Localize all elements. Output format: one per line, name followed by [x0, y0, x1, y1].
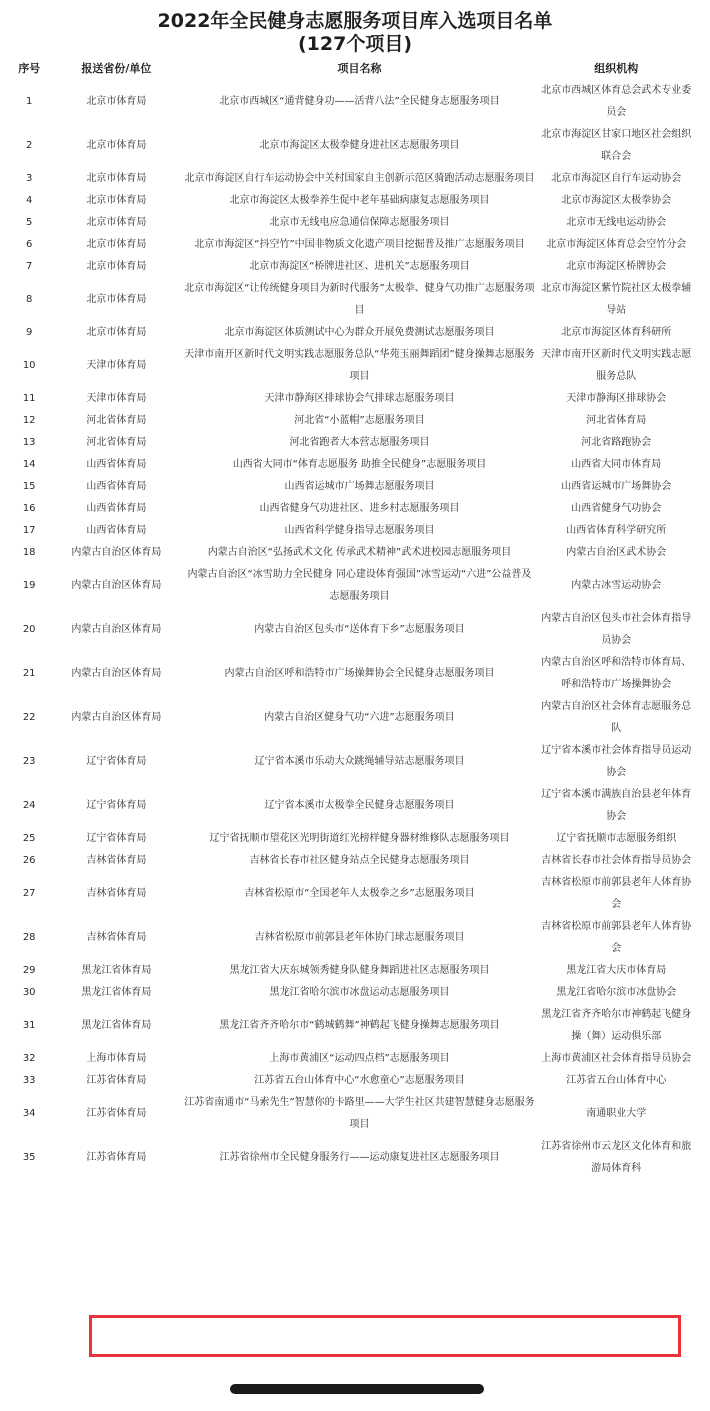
header-number: 序号	[18, 62, 41, 75]
row-number: 16	[22, 503, 36, 514]
row-number: 32	[22, 1053, 36, 1064]
row-org: 内蒙古自治区呼和浩特市体育局、呼和浩特市广场操舞协会	[541, 657, 692, 690]
row-project: 北京市无线电应急通信保障志愿服务项目	[269, 217, 450, 228]
row-project: 江苏省南通市“马索先生”智慧你的卡路里——大学生社区共建智慧健身志愿服务项目	[184, 1097, 535, 1130]
row-project: 北京市西城区“通背健身功——活背八法”全民健身志愿服务项目	[219, 96, 500, 107]
row-org: 山西省运城市广场舞协会	[561, 481, 672, 492]
row-project: 江苏省徐州市全民健身服务行——运动康复进社区志愿服务项目	[219, 1152, 500, 1163]
row-unit: 吉林省体育局	[86, 932, 147, 943]
home-indicator	[230, 1384, 484, 1394]
row-number: 10	[22, 360, 36, 371]
row-org: 北京市海淀区体育科研所	[561, 327, 672, 338]
row-org: 黑龙江省哈尔滨市冰盘协会	[556, 987, 677, 998]
row-org: 山西省大同市体育局	[571, 459, 662, 470]
row-org: 江苏省五台山体育中心	[566, 1075, 667, 1086]
row-number: 29	[22, 965, 36, 976]
row-number: 17	[22, 525, 36, 536]
table-row	[8, 432, 696, 454]
table-row	[8, 322, 696, 344]
table-row	[8, 1070, 696, 1092]
row-org: 北京市海淀区桥牌协会	[566, 261, 667, 272]
row-number: 15	[22, 481, 36, 492]
row-project: 北京市海淀区太极拳养生促中老年基础病康复志愿服务项目	[229, 195, 490, 206]
row-org: 上海市黄浦区社会体育指导员协会	[541, 1053, 692, 1064]
row-project: 上海市黄浦区“运动四点档”志愿服务项目	[269, 1053, 450, 1064]
row-number: 24	[22, 800, 36, 811]
row-number: 8	[26, 294, 33, 305]
row-org: 辽宁省本溪市满族自治县老年体育协会	[541, 789, 692, 822]
row-project: 黑龙江省齐齐哈尔市“鹤城鹤舞”神鹤起飞健身操舞志愿服务项目	[219, 1020, 500, 1031]
row-unit: 山西省体育局	[86, 459, 147, 470]
row-project: 山西省健身气功进社区、进乡村志愿服务项目	[259, 503, 460, 514]
table-row	[8, 608, 696, 652]
row-unit: 黑龙江省体育局	[81, 1020, 152, 1031]
row-org: 山西省体育科学研究所	[566, 525, 667, 536]
table-row	[8, 696, 696, 740]
row-unit: 北京市体育局	[86, 173, 147, 184]
row-org: 北京市海淀区甘家口地区社会组织联合会	[541, 129, 692, 162]
row-org: 吉林省松原市前郭县老年人体育协会	[541, 921, 692, 954]
row-project: 北京市海淀区太极拳健身进社区志愿服务项目	[259, 140, 460, 151]
row-unit: 北京市体育局	[86, 239, 147, 250]
row-org: 北京市无线电运动协会	[566, 217, 667, 228]
row-org: 内蒙古自治区社会体育志愿服务总队	[541, 701, 692, 734]
row-project: 内蒙古自治区“冰雪助力全民健身 同心建设体育强国”冰雪运动“六进”公益普及志愿服务项目	[187, 569, 532, 602]
row-org: 河北省体育局	[586, 415, 647, 426]
row-number: 19	[22, 580, 36, 591]
table-row	[8, 1092, 696, 1136]
row-org: 内蒙古自治区武术协会	[566, 547, 667, 558]
row-number: 11	[22, 393, 36, 404]
row-number: 22	[22, 712, 36, 723]
row-number: 26	[22, 855, 36, 866]
row-number: 9	[26, 327, 33, 338]
row-unit: 北京市体育局	[86, 294, 147, 305]
row-number: 20	[22, 624, 36, 635]
table-row	[8, 564, 696, 608]
row-unit: 山西省体育局	[86, 503, 147, 514]
row-unit: 内蒙古自治区体育局	[71, 712, 162, 723]
table-row	[8, 916, 696, 960]
row-project: 辽宁省抚顺市望花区光明街道红光榜样健身器材维修队志愿服务项目	[209, 833, 510, 844]
row-project: 吉林省长春市社区健身站点全民健身志愿服务项目	[249, 855, 470, 866]
row-unit: 江苏省体育局	[86, 1152, 147, 1163]
table-row	[8, 476, 696, 498]
row-org: 吉林省长春市社会体育指导员协会	[541, 855, 692, 866]
row-project: 河北省跑者大本营志愿服务项目	[289, 437, 430, 448]
table-row	[8, 520, 696, 542]
row-unit: 河北省体育局	[86, 415, 147, 426]
row-org: 内蒙古冰雪运动协会	[571, 580, 662, 591]
table-row	[8, 1048, 696, 1070]
row-unit: 天津市体育局	[86, 393, 147, 404]
row-number: 13	[22, 437, 36, 448]
table-row	[8, 850, 696, 872]
table-row	[8, 256, 696, 278]
row-unit: 河北省体育局	[86, 437, 147, 448]
header-org: 组织机构	[594, 62, 639, 75]
table-header-row	[8, 56, 696, 80]
row-org: 内蒙古自治区包头市社会体育指导员协会	[541, 613, 692, 646]
row-unit: 北京市体育局	[86, 195, 147, 206]
row-unit: 上海市体育局	[86, 1053, 147, 1064]
row-project: 内蒙古自治区呼和浩特市广场操舞协会全民健身志愿服务项目	[224, 668, 495, 679]
row-project: 江苏省五台山体育中心“水愈童心”志愿服务项目	[254, 1075, 465, 1086]
row-number: 6	[26, 239, 33, 250]
row-org: 北京市西城区体育总会武术专业委员会	[541, 85, 692, 118]
row-project: 黑龙江省哈尔滨市冰盘运动志愿服务项目	[269, 987, 450, 998]
row-project: 辽宁省本溪市乐动大众跳绳辅导站志愿服务项目	[254, 756, 465, 767]
row-unit: 山西省体育局	[86, 525, 147, 536]
table-row	[8, 234, 696, 256]
row-unit: 辽宁省体育局	[86, 833, 147, 844]
table-row	[8, 410, 696, 432]
row-unit: 北京市体育局	[86, 140, 147, 151]
table-row	[8, 212, 696, 234]
row-number: 35	[22, 1152, 36, 1163]
row-unit: 内蒙古自治区体育局	[71, 580, 162, 591]
table-row	[8, 1136, 696, 1180]
row-project: 河北省“小蓝帽”志愿服务项目	[294, 415, 425, 426]
row-project: 天津市静海区排球协会气排球志愿服务项目	[264, 393, 455, 404]
table-row	[8, 278, 696, 322]
row-project: 山西省运城市广场舞志愿服务项目	[284, 481, 435, 492]
table-row	[8, 960, 696, 982]
table-row	[8, 784, 696, 828]
row-unit: 北京市体育局	[86, 217, 147, 228]
row-project: 北京市海淀区“让传统健身项目为新时代服务”太极拳、健身气功推广志愿服务项目	[184, 283, 535, 316]
row-unit: 吉林省体育局	[86, 888, 147, 899]
row-unit: 江苏省体育局	[86, 1108, 147, 1119]
row-number: 31	[22, 1020, 36, 1031]
row-unit: 北京市体育局	[86, 261, 147, 272]
table-row	[8, 454, 696, 476]
row-unit: 内蒙古自治区体育局	[71, 547, 162, 558]
row-org: 黑龙江省大庆市体育局	[566, 965, 667, 976]
row-project: 内蒙古自治区“弘扬武术文化 传承武术精神”武术进校园志愿服务项目	[207, 547, 512, 558]
row-number: 33	[22, 1075, 36, 1086]
table-row	[8, 168, 696, 190]
document-title: 2022年全民健身志愿服务项目库入选项目名单	[157, 10, 553, 32]
row-number: 23	[22, 756, 36, 767]
row-number: 18	[22, 547, 36, 558]
row-number: 25	[22, 833, 36, 844]
row-project: 北京市海淀区体质测试中心为群众开展免费测试志愿服务项目	[224, 327, 495, 338]
table-row	[8, 982, 696, 1004]
row-unit: 天津市体育局	[86, 360, 147, 371]
header-project: 项目名称	[337, 62, 382, 75]
row-org: 北京市海淀区紫竹院社区太极拳辅导站	[541, 283, 692, 316]
row-unit: 山西省体育局	[86, 481, 147, 492]
table-row	[8, 80, 696, 124]
row-project: 黑龙江省大庆东城领秀健身队健身舞蹈进社区志愿服务项目	[229, 965, 490, 976]
row-org: 北京市海淀区自行车运动协会	[551, 173, 682, 184]
row-unit: 黑龙江省体育局	[81, 965, 152, 976]
table-row	[8, 652, 696, 696]
row-org: 江苏省徐州市云龙区文化体育和旅游局体育科	[541, 1141, 692, 1174]
row-unit: 江苏省体育局	[86, 1075, 147, 1086]
table-row	[8, 344, 696, 388]
row-org: 山西省健身气功协会	[571, 503, 662, 514]
table-row	[8, 124, 696, 168]
row-org: 北京市海淀区体育总会空竹分会	[546, 239, 687, 250]
table-row	[8, 740, 696, 784]
row-org: 黑龙江省齐齐哈尔市神鹤起飞健身操（舞）运动俱乐部	[541, 1009, 692, 1042]
row-unit: 辽宁省体育局	[86, 800, 147, 811]
row-org: 辽宁省本溪市社会体育指导员运动协会	[541, 745, 692, 778]
row-number: 27	[22, 888, 36, 899]
row-number: 2	[26, 140, 33, 151]
row-unit: 北京市体育局	[86, 327, 147, 338]
table-row	[8, 190, 696, 212]
row-number: 12	[22, 415, 36, 426]
row-project: 内蒙古自治区包头市“送体育下乡”志愿服务项目	[254, 624, 465, 635]
row-project: 内蒙古自治区健身气功“六进”志愿服务项目	[264, 712, 455, 723]
table-row	[8, 388, 696, 410]
row-project: 吉林省松原市前郭县老年体协门球志愿服务项目	[254, 932, 465, 943]
row-project: 北京市海淀区“桥牌进社区、进机关”志愿服务项目	[249, 261, 470, 272]
row-unit: 辽宁省体育局	[86, 756, 147, 767]
row-number: 28	[22, 932, 36, 943]
row-unit: 内蒙古自治区体育局	[71, 668, 162, 679]
row-unit: 北京市体育局	[86, 96, 147, 107]
row-org: 天津市静海区排球协会	[566, 393, 667, 404]
row-org: 天津市南开区新时代文明实践志愿服务总队	[541, 349, 692, 382]
row-project: 山西省大同市“体育志愿服务 助推全民健身”志愿服务项目	[232, 459, 487, 470]
row-org: 北京市海淀区太极拳协会	[561, 195, 672, 206]
row-unit: 黑龙江省体育局	[81, 987, 152, 998]
document-subtitle: (127个项目)	[297, 33, 413, 55]
row-org: 吉林省松原市前郭县老年人体育协会	[541, 877, 692, 910]
row-number: 21	[22, 668, 36, 679]
highlight-box	[89, 1315, 681, 1357]
row-org: 辽宁省抚顺市志愿服务组织	[556, 833, 677, 844]
row-project: 山西省科学健身指导志愿服务项目	[284, 525, 435, 536]
project-table	[8, 56, 696, 1180]
row-number: 5	[26, 217, 33, 228]
table-row	[8, 498, 696, 520]
row-project: 北京市海淀区自行车运动协会中关村国家自主创新示范区骑跑活动志愿服务项目	[184, 173, 535, 184]
row-number: 3	[26, 173, 33, 184]
row-number: 4	[26, 195, 33, 206]
row-number: 1	[26, 96, 33, 107]
row-org: 南通职业大学	[586, 1108, 647, 1119]
table-row	[8, 1004, 696, 1048]
row-number: 7	[26, 261, 33, 272]
row-unit: 内蒙古自治区体育局	[71, 624, 162, 635]
header-unit: 报送省份/单位	[81, 62, 152, 75]
row-unit: 吉林省体育局	[86, 855, 147, 866]
table-row	[8, 872, 696, 916]
table-row	[8, 828, 696, 850]
row-number: 34	[22, 1108, 36, 1119]
row-project: 天津市南开区新时代文明实践志愿服务总队“华苑玉丽舞蹈团”健身操舞志愿服务项目	[184, 349, 535, 382]
row-project: 北京市海淀区“抖空竹”中国非物质文化遗产项目挖掘普及推广志愿服务项目	[194, 239, 525, 250]
row-project: 辽宁省本溪市太极拳全民健身志愿服务项目	[264, 800, 455, 811]
row-project: 吉林省松原市“全国老年人太极拳之乡”志愿服务项目	[244, 888, 475, 899]
row-org: 河北省路跑协会	[581, 437, 652, 448]
row-number: 30	[22, 987, 36, 998]
table-row	[8, 542, 696, 564]
row-number: 14	[22, 459, 36, 470]
